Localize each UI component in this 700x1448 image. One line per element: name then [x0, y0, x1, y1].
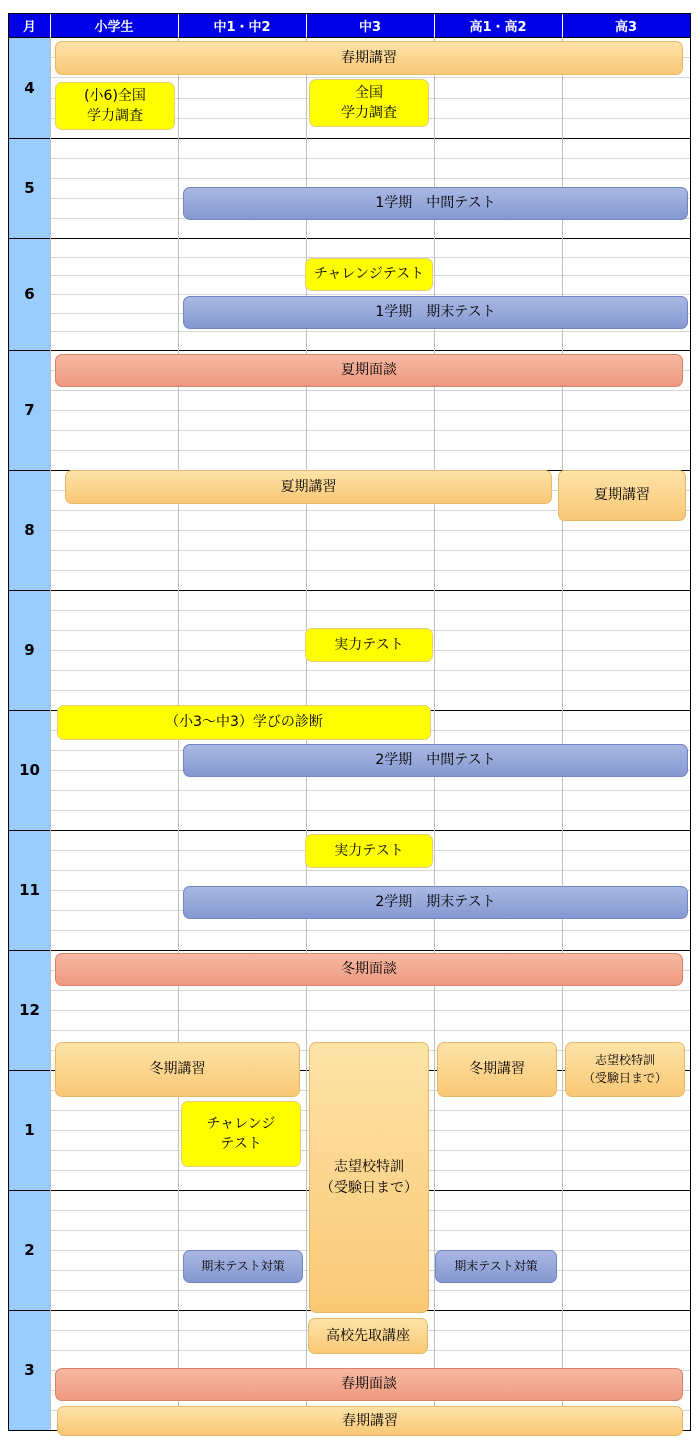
event-spring-course-apr: 春期講習	[55, 41, 683, 75]
frame-left	[8, 13, 9, 1431]
event-summer-course-h3: 夏期講習	[558, 470, 686, 521]
event-national-test-elem: (小6)全国 学力調査	[55, 82, 175, 130]
header-divider	[434, 13, 435, 37]
month-cell: 4	[9, 37, 50, 138]
grid-line	[50, 810, 690, 811]
month-cell: 2	[9, 1190, 50, 1310]
month-cell: 8	[9, 470, 50, 590]
grid-line	[50, 178, 690, 179]
event-winter-interview: 冬期面談	[55, 953, 683, 986]
month-border	[9, 37, 690, 38]
grid-line	[50, 670, 690, 671]
event-target-school-jh3: 志望校特訓 （受験日まで）	[309, 1042, 429, 1313]
event-challenge-test-jan: チャレンジ テスト	[181, 1101, 301, 1167]
header-divider	[178, 13, 179, 37]
grid-line	[50, 1010, 690, 1011]
event-winter-course-h: 冬期講習	[437, 1042, 557, 1097]
grid-line	[50, 77, 690, 78]
month-border	[9, 950, 690, 951]
header-hs12: 高1・高2	[434, 13, 562, 37]
grid-line	[50, 410, 690, 411]
grid-line	[50, 690, 690, 691]
month-cell: 3	[9, 1310, 50, 1430]
frame-right	[690, 13, 691, 1431]
month-cell: 10	[9, 710, 50, 830]
event-midterm-1: 1学期 中間テスト	[183, 187, 688, 220]
grid-line	[50, 790, 690, 791]
month-cell: 12	[9, 950, 50, 1070]
event-final-prep-h: 期末テスト対策	[435, 1250, 557, 1283]
month-cell: 9	[9, 590, 50, 710]
header-month: 月	[9, 13, 50, 37]
grid-line	[50, 550, 690, 551]
month-cell: 6	[9, 238, 50, 350]
event-final-prep-jh: 期末テスト対策	[183, 1250, 303, 1283]
event-ability-test-sep: 実力テスト	[305, 628, 433, 662]
month-cell: 7	[9, 350, 50, 470]
event-summer-course: 夏期講習	[65, 470, 552, 504]
grid-line	[50, 450, 690, 451]
month-border	[9, 138, 690, 139]
header-jh12: 中1・中2	[178, 13, 306, 37]
grid-line	[50, 430, 690, 431]
month-cell: 5	[9, 138, 50, 238]
grid-line	[50, 530, 690, 531]
event-learning-diagnosis: （小3～中3）学びの診断	[57, 705, 431, 740]
month-border	[9, 238, 690, 239]
header-elementary: 小学生	[50, 13, 178, 37]
event-spring-course-mar: 春期講習	[57, 1406, 683, 1436]
grid-line	[50, 990, 690, 991]
grid-line	[50, 930, 690, 931]
grid-line	[50, 294, 690, 295]
event-national-test-jh3: 全国 学力調査	[309, 79, 429, 127]
header-hs3: 高3	[562, 13, 690, 37]
grid-line	[50, 1030, 690, 1031]
column-divider	[50, 37, 51, 1430]
month-border	[9, 830, 690, 831]
column-divider	[562, 37, 563, 1430]
header-divider	[306, 13, 307, 37]
grid-line	[50, 610, 690, 611]
event-ability-test-nov: 実力テスト	[305, 834, 433, 868]
grid-line	[50, 870, 690, 871]
grid-line	[50, 390, 690, 391]
grid-line	[50, 331, 690, 332]
header-divider	[50, 13, 51, 37]
event-challenge-test-jun: チャレンジテスト	[305, 258, 433, 291]
header-jh3: 中3	[306, 13, 434, 37]
month-border	[9, 350, 690, 351]
event-summer-interview: 夏期面談	[55, 354, 683, 387]
header-divider	[562, 13, 563, 37]
frame-top	[8, 13, 691, 14]
event-final-1: 1学期 期末テスト	[183, 296, 688, 329]
event-midterm-2: 2学期 中間テスト	[183, 744, 688, 777]
event-target-school-h3: 志望校特訓 （受験日まで）	[565, 1042, 685, 1097]
month-cell: 1	[9, 1070, 50, 1190]
event-final-2: 2学期 期末テスト	[183, 886, 688, 919]
event-hs-advance-course: 高校先取講座	[308, 1318, 428, 1354]
grid-line	[50, 158, 690, 159]
event-winter-course: 冬期講習	[55, 1042, 300, 1097]
event-spring-interview: 春期面談	[55, 1368, 683, 1401]
grid-line	[50, 570, 690, 571]
column-divider	[434, 37, 435, 1430]
month-cell: 11	[9, 830, 50, 950]
month-border	[9, 590, 690, 591]
